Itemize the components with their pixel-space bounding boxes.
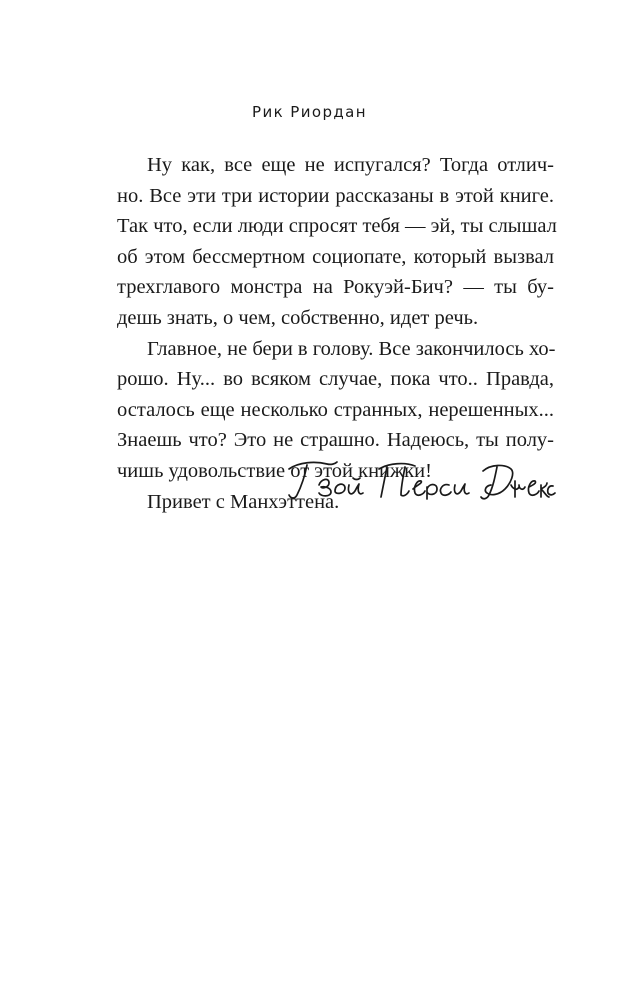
text-line: осталось еще несколько странных, нерешенных... xyxy=(117,398,554,421)
text-line: Привет с Манхэттена. xyxy=(147,490,340,513)
text-line: дешь знать, о чем, собственно, идет речь. xyxy=(117,306,479,329)
text-line: но. Все эти три истории рассказаны в этой книге. xyxy=(117,184,554,207)
text-line: Так что, если люди спросят тебя — эй, ты слышал xyxy=(117,215,557,238)
text-line: трехглавого монстра на Рокуэй-Бич? — ты бу- xyxy=(117,276,554,299)
text-line: рошо. Ну... во всяком случае, пока что.. Правда, xyxy=(117,368,554,391)
signature-drawing xyxy=(285,455,557,503)
text-line: Главное, не бери в голову. Все закончилось хо- xyxy=(147,337,556,360)
text-line: Ну как, все еще не испугался? Тогда отлич- xyxy=(147,154,554,176)
text-line: об этом бессмертном социопате, который вызвал xyxy=(117,245,554,268)
running-head-author: Рик Риордан xyxy=(252,103,367,121)
text-line: чишь удовольствие от этой книжки! xyxy=(117,459,432,482)
handwritten-signature xyxy=(285,455,557,503)
paragraph-1 xyxy=(117,150,557,334)
text-line: Знаешь что? Это не страшно. Надеюсь, ты полу- xyxy=(117,429,554,452)
